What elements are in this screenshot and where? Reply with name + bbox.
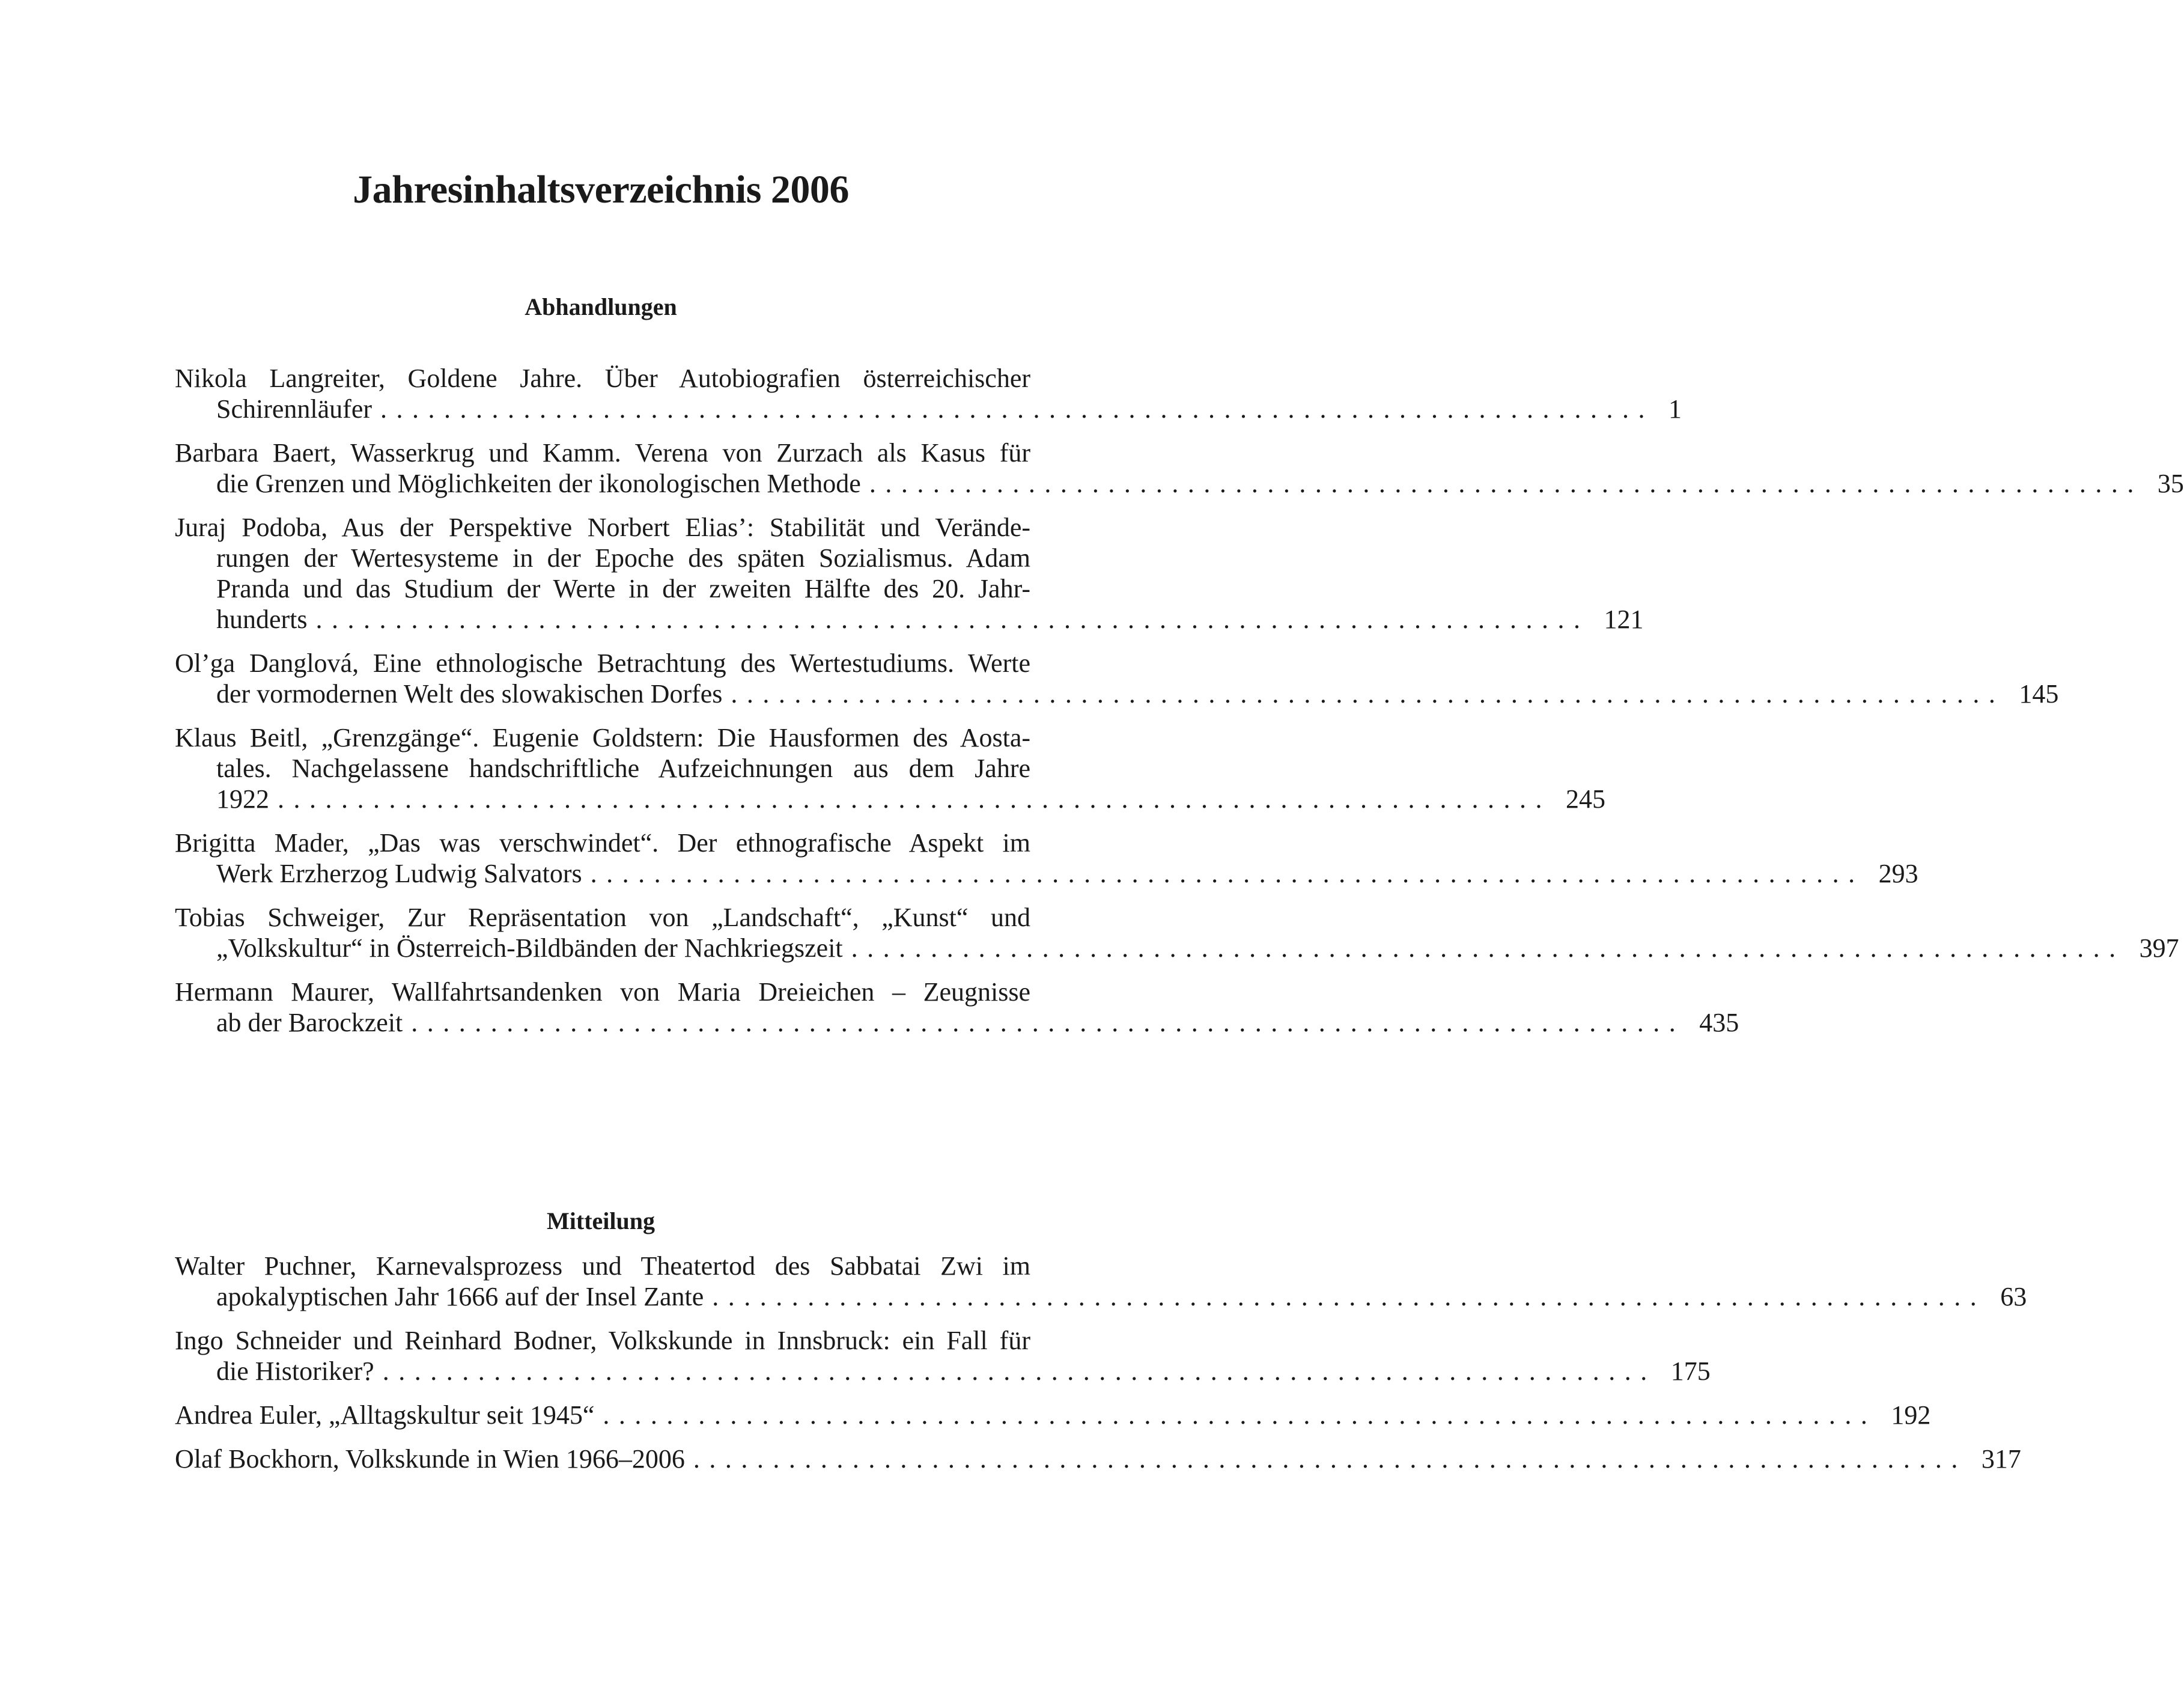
toc-entry-line: Brigitta Mader, „Das was verschwindet“. Der ethnografische Aspekt im	[175, 828, 1030, 858]
toc-entry-last-line	[175, 604, 1644, 635]
page-number: 435	[1699, 1008, 1739, 1037]
page-number: 63	[2000, 1282, 2027, 1311]
page-number: 192	[1891, 1400, 1931, 1430]
toc-entry-text: 1922	[216, 784, 269, 814]
toc-entry	[175, 363, 1682, 424]
toc-entry-text: die Historiker?	[216, 1356, 374, 1386]
section-heading-mitteilung: Mitteilung	[547, 1207, 655, 1234]
page-number: 35	[2157, 469, 2184, 498]
page-number: 245	[1566, 784, 1605, 814]
toc-entry-last-line	[175, 933, 2179, 963]
page-number: 1	[1668, 394, 1682, 424]
page-title: Jahresinhaltsverzeichnis 2006	[353, 168, 849, 212]
dot-leader: ................................................................................	[603, 1400, 1877, 1430]
toc-entry-line: Tobias Schweiger, Zur Repräsentation von „Landschaft“, „Kunst“ und	[175, 903, 1030, 932]
section-abhandlungen	[175, 363, 2184, 1051]
page-number: 293	[1878, 859, 1918, 888]
toc-entry-last-line	[175, 1444, 2021, 1474]
toc-entry-line: Klaus Beitl, „Grenzgänge“. Eugenie Goldstern: Die Hausformen des Aosta-	[175, 723, 1030, 752]
toc-entry	[175, 1325, 1711, 1386]
toc-entry-last-line	[175, 1356, 1711, 1386]
toc-entry	[175, 438, 2184, 499]
page-number: 397	[2139, 933, 2179, 963]
toc-entry-last-line	[175, 784, 1605, 814]
page-number: 121	[1604, 605, 1644, 634]
toc-entry	[175, 648, 2059, 709]
toc-entry-last-line	[175, 394, 1682, 424]
toc-entry	[175, 977, 1739, 1038]
section-mitteilung	[175, 1251, 2027, 1487]
toc-entry	[175, 828, 1918, 889]
toc-entry	[175, 1444, 2021, 1474]
toc-entry-last-line	[175, 1400, 1931, 1430]
toc-entry-text: der vormodernen Welt des slowakischen Dorfes	[216, 679, 723, 709]
toc-entry-text: Olaf Bockhorn, Volkskunde in Wien 1966–2006	[175, 1444, 685, 1474]
dot-leader: ................................................................................	[590, 859, 1864, 888]
dot-leader: ................................................................................	[382, 1356, 1656, 1386]
toc-entry-text: Andrea Euler, „Alltagskultur seit 1945“	[175, 1400, 595, 1430]
toc-entry-line: Ol’ga Danglová, Eine ethnologische Betrachtung des Wertestudiums. Werte	[175, 648, 1030, 678]
toc-entry-text: hunderts	[216, 605, 308, 634]
toc-entry-text: Schirennläufer	[216, 394, 372, 424]
toc-entry	[175, 902, 2179, 963]
toc-entry-last-line	[175, 1007, 1739, 1038]
toc-entry-line: Hermann Maurer, Wallfahrtsandenken von Maria Dreieichen – Zeugnisse	[175, 977, 1030, 1007]
toc-entry-line: Walter Puchner, Karnevalsprozess und Theatertod des Sabbatai Zwi im	[175, 1251, 1030, 1281]
toc-entry-text: ab der Barockzeit	[216, 1008, 403, 1037]
toc-entry-line: Nikola Langreiter, Goldene Jahre. Über Autobiografien österreichischer	[175, 364, 1030, 393]
dot-leader: ................................................................................	[693, 1444, 1967, 1474]
dot-leader: ................................................................................	[712, 1282, 1986, 1311]
toc-entry-last-line	[175, 1281, 2027, 1312]
toc-entry-line: Barbara Baert, Wasserkrug und Kamm. Verena von Zurzach als Kasus für	[175, 438, 1030, 468]
section-heading-abhandlungen: Abhandlungen	[525, 293, 677, 320]
page-number: 175	[1670, 1356, 1711, 1386]
toc-entry	[175, 1400, 1931, 1430]
toc-entry-line: Juraj Podoba, Aus der Perspektive Norbert Elias’: Stabilität und Verände-	[175, 513, 1030, 542]
dot-leader: ................................................................................	[731, 679, 2005, 709]
toc-entry-last-line	[175, 858, 1918, 889]
page-number: 145	[2019, 679, 2059, 709]
dot-leader: ................................................................................	[380, 394, 1654, 424]
dot-leader: ................................................................................	[869, 469, 2143, 498]
toc-entry-line: Ingo Schneider und Reinhard Bodner, Volkskunde in Innsbruck: ein Fall für	[175, 1326, 1030, 1355]
toc-entry-line: tales. Nachgelassene handschriftliche Aufzeichnungen aus dem Jahre	[216, 754, 1030, 783]
toc-entry-line: Pranda und das Studium der Werte in der zweiten Hälfte des 20. Jahr-	[216, 574, 1030, 603]
toc-entry-text: Werk Erzherzog Ludwig Salvators	[216, 859, 582, 888]
toc-entry	[175, 512, 1644, 635]
toc-entry-text: „Volkskultur“ in Österreich-Bildbänden der Nachkriegszeit	[216, 933, 843, 963]
toc-entry-last-line	[175, 468, 2184, 499]
dot-leader: ................................................................................	[851, 933, 2125, 963]
toc-entry	[175, 1251, 2027, 1312]
toc-entry-text: die Grenzen und Möglichkeiten der ikonologischen Methode	[216, 469, 861, 498]
toc-entry-last-line	[175, 679, 2059, 709]
dot-leader: ................................................................................	[315, 605, 1590, 634]
dot-leader: ................................................................................	[411, 1008, 1685, 1037]
dot-leader: ................................................................................	[278, 784, 1551, 814]
toc-entry-text: apokalyptischen Jahr 1666 auf der Insel Zante	[216, 1282, 704, 1311]
toc-entry-line: rungen der Wertesysteme in der Epoche des späten Sozialismus. Adam	[216, 543, 1030, 573]
toc-entry	[175, 722, 1605, 814]
page-number: 317	[1981, 1444, 2021, 1474]
